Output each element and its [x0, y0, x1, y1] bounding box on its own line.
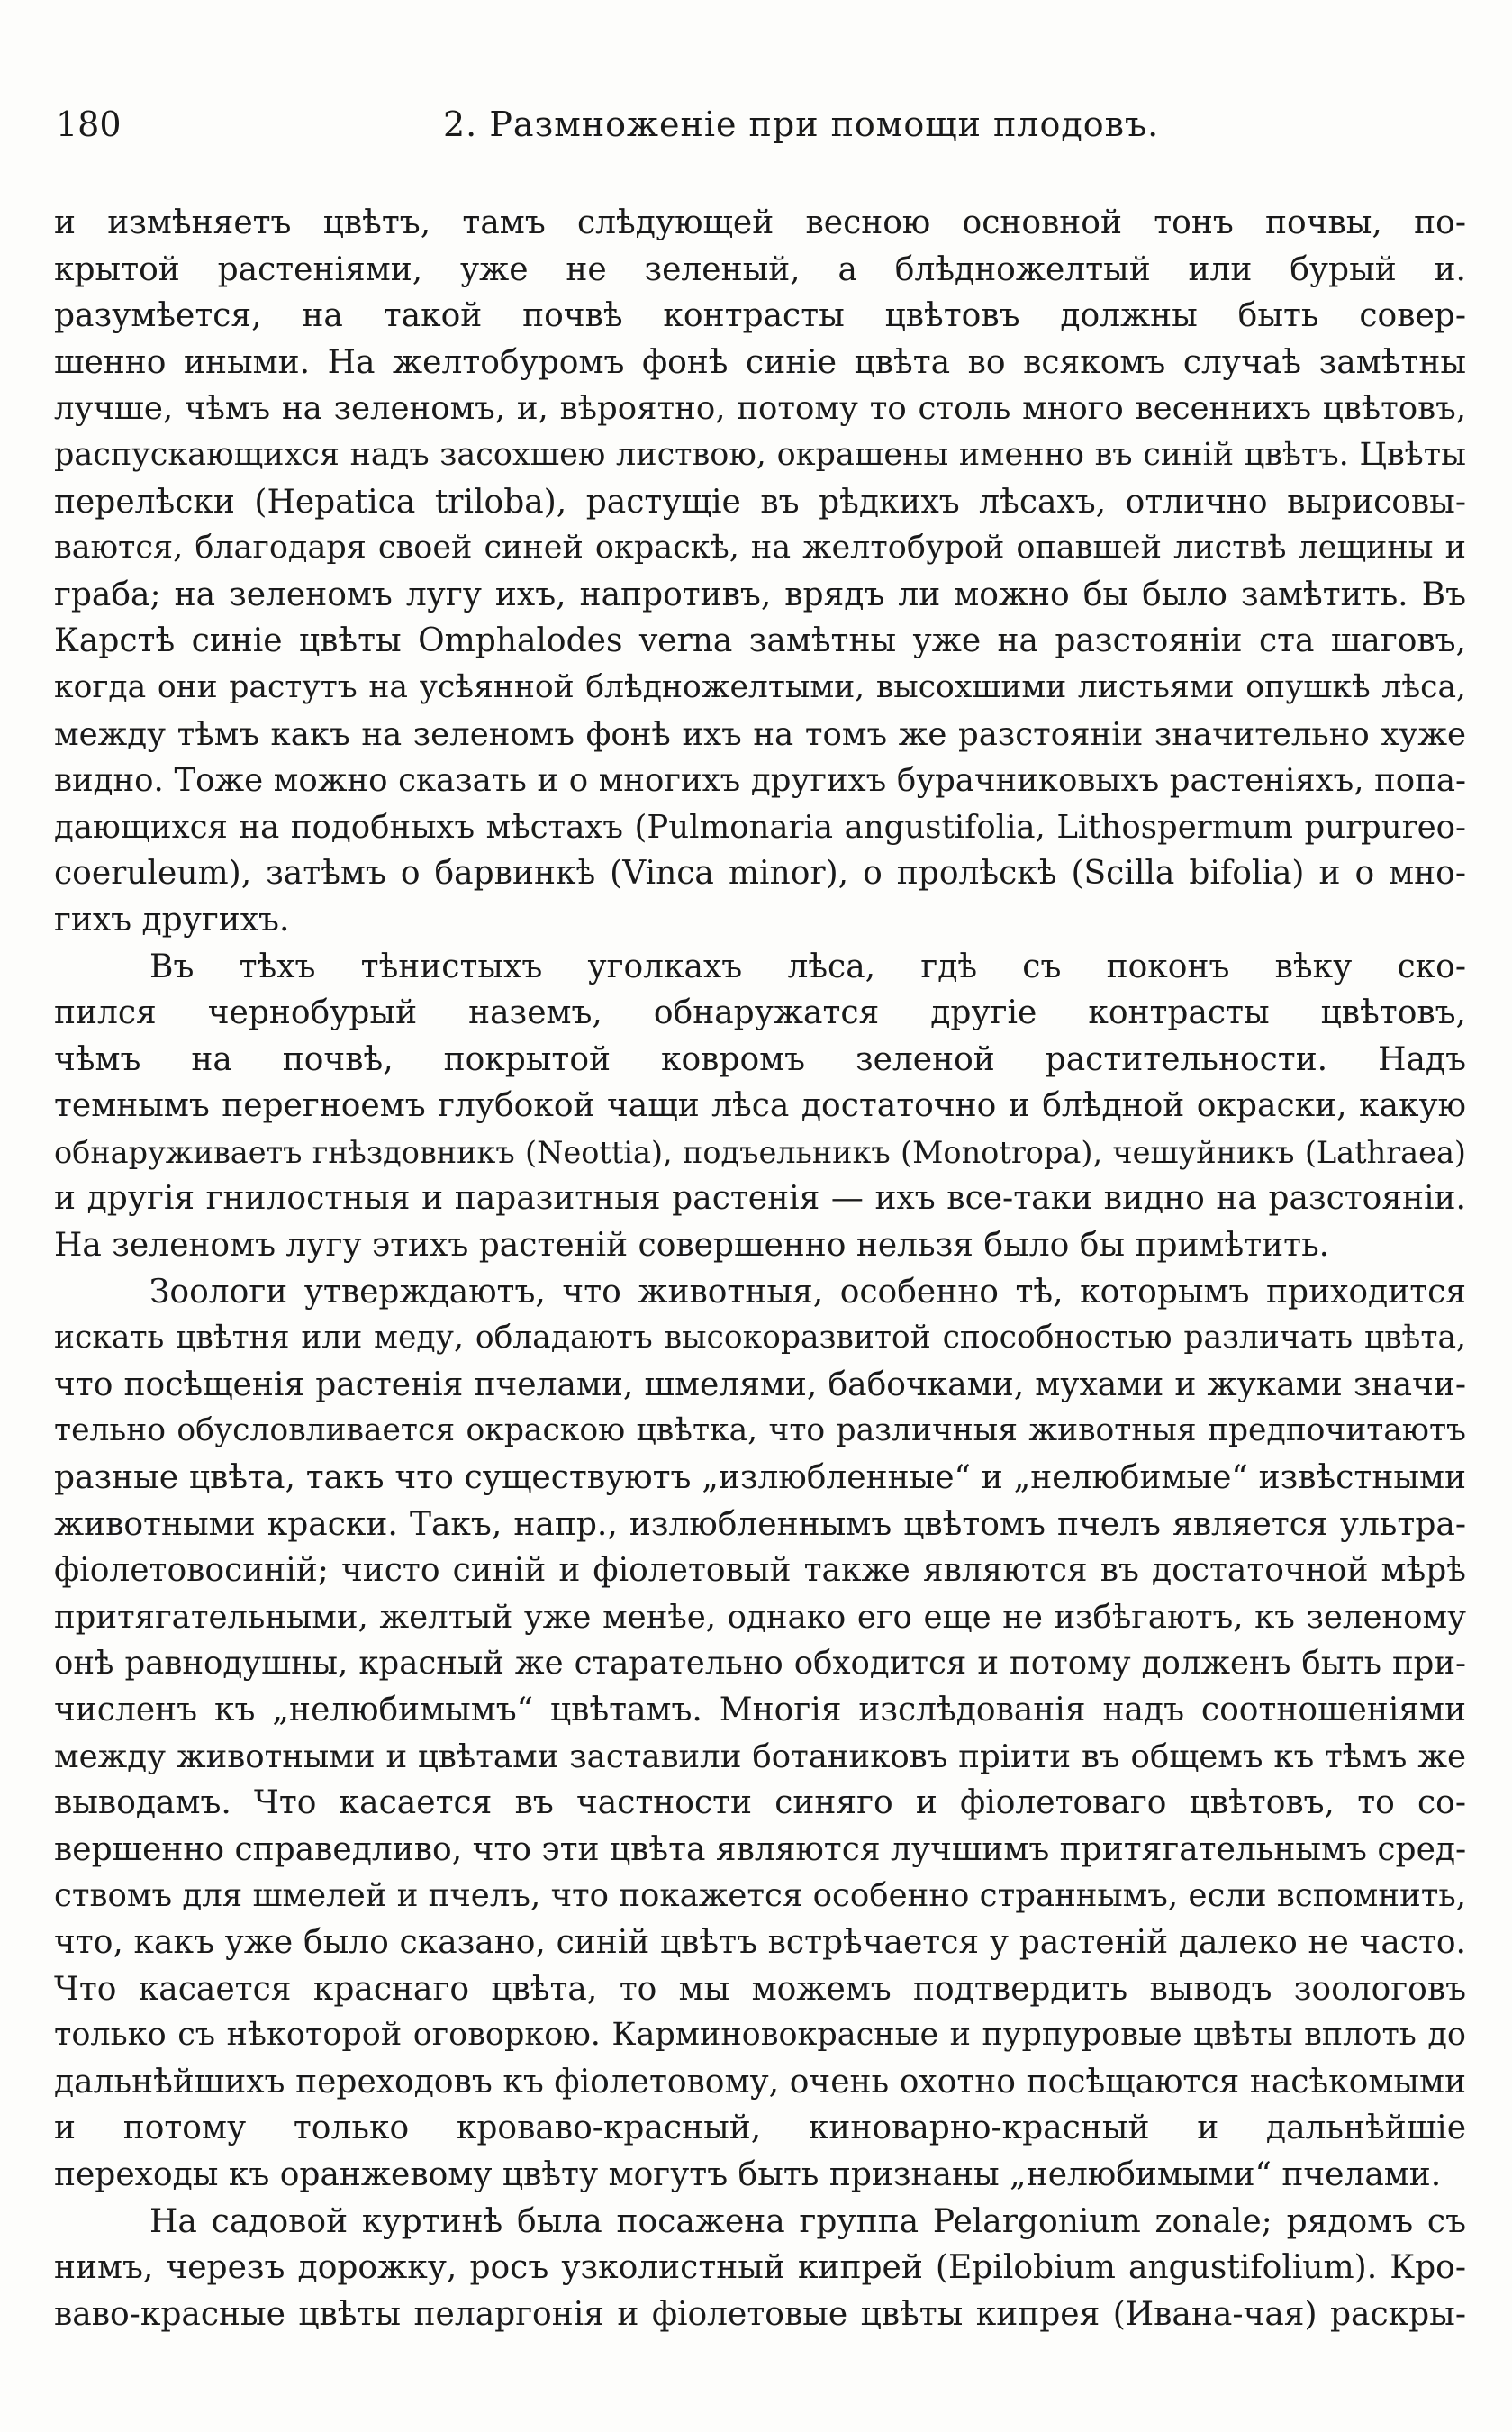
text-line: граба; на зеленомъ лугу ихъ, напротивъ, врядъ ли можно бы было замѣтить. Въ	[54, 576, 1466, 613]
text-line: чѣмъ на почвѣ, покрытой ковромъ зеленой растительности. Надъ	[54, 1040, 1466, 1078]
text-line: нимъ, черезъ дорожку, росъ узколистный кипрей (Epilobium angustifolium). Кро-	[54, 2249, 1466, 2287]
running-title: 2. Размноженіе при помощи плодовъ.	[443, 104, 1160, 144]
text-line: разумѣется, на такой почвѣ контрасты цвѣтовъ должны быть совер-	[54, 297, 1466, 335]
text-line: животными краски. Такъ, напр., излюбленнымъ цвѣтомъ пчелъ является ультра-	[54, 1505, 1466, 1543]
text-line: Что касается краснаго цвѣта, то мы можемъ подтвердить выводъ зоологовъ	[54, 1970, 1466, 2008]
text-line: вершенно справедливо, что эти цвѣта являются лучшимъ притягательнымъ сред-	[54, 1830, 1467, 1868]
page-number: 180	[56, 104, 122, 144]
text-line: и потому только кроваво-красный, киноварно-красный и дальнѣйшіе	[54, 2110, 1466, 2147]
text-line: искать цвѣтня или меду, обладаютъ высокоразвитой способностью различать цвѣта,	[54, 1320, 1466, 1357]
text-line: онѣ равнодушны, красный же старательно обходится и потому долженъ быть при-	[54, 1645, 1466, 1683]
text-line: притягательными, желтый уже менѣе, однако его еще не избѣгаютъ, къ зеленому	[54, 1598, 1466, 1636]
text-line: только съ нѣкоторой оговоркою. Карминовокрасные и пурпуровые цвѣты вплоть до	[54, 2017, 1466, 2054]
text-line: между тѣмъ какъ на зеленомъ фонѣ ихъ на томъ же разстояніи значительно хуже	[54, 715, 1466, 753]
text-line: выводамъ. Что касается въ частности синяго и фіолетоваго цвѣтовъ, то со-	[54, 1784, 1466, 1822]
text-line: фіолетовосиній; чисто синій и фіолетовый также являются въ достаточной мѣрѣ	[54, 1552, 1466, 1590]
text-line: Карстѣ синіе цвѣты Omphalodes verna замѣтны уже на разстояніи ста шаговъ,	[54, 622, 1466, 660]
text-line: между животными и цвѣтами заставили ботаниковъ пріити въ общемъ къ тѣмъ же	[54, 1738, 1466, 1775]
text-line: На садовой куртинѣ была посажена группа Pelargonium zonale; рядомъ съ	[149, 2202, 1466, 2240]
text-line: ваво-красные цвѣты пеларгонія и фіолетовые цвѣты кипрея (Ивана-чая) раскры-	[54, 2295, 1466, 2333]
page-header	[56, 97, 1461, 151]
text-line: дающихся на подобныхъ мѣстахъ (Pulmonaria angustifolia, Lithospermum purpureo-	[54, 808, 1466, 846]
text-line: перелѣски (Hepatica triloba), растущіе въ рѣдкихъ лѣсахъ, отлично вырисовы-	[54, 483, 1466, 521]
text-line: ваются, благодаря своей синей окраскѣ, на желтобурой опавшей листвѣ лещины и	[54, 530, 1466, 567]
text-line: ствомъ для шмелей и пчелъ, что покажется особенно страннымъ, если вспомнить,	[54, 1877, 1466, 1915]
text-line: пился чернобурый наземъ, обнаружатся другіе контрасты цвѣтовъ,	[54, 994, 1466, 1032]
text-line: На зеленомъ лугу этихъ растеній совершенно нельзя было бы примѣтить.	[54, 1227, 1330, 1265]
text-line: лучше, чѣмъ на зеленомъ, и, вѣроятно, потому то столь много весеннихъ цвѣтовъ,	[54, 390, 1466, 428]
text-line: разные цвѣта, такъ что существуютъ „излюбленные“ и „нелюбимые“ извѣстными	[54, 1459, 1466, 1497]
text-line: Зоологи утверждаютъ, что животныя, особенно тѣ, которымъ приходится	[149, 1273, 1466, 1311]
text-line: что, какъ уже было сказано, синій цвѣтъ встрѣчается у растеній далеко не часто.	[54, 1923, 1466, 1961]
text-line: численъ къ „нелюбимымъ“ цвѣтамъ. Многія изслѣдованія надъ соотношеніями	[54, 1692, 1466, 1729]
text-line: и измѣняетъ цвѣтъ, тамъ слѣдующей весною основной тонъ почвы, по-	[54, 204, 1466, 241]
text-line: когда они растутъ на усѣянной блѣдножелтыми, высохшими листьями опушкѣ лѣса,	[54, 668, 1466, 705]
text-line: обнаруживаетъ гнѣздовникъ (Neottia), подъельникъ (Monotropa), чешуйникъ (Lathraea)	[54, 1134, 1466, 1170]
text-line: и другія гнилостныя и паразитныя растенія — ихъ все-таки видно на разстояніи.	[54, 1180, 1466, 1218]
body-text	[54, 200, 1466, 2337]
text-line: темнымъ перегноемъ глубокой чащи лѣса достаточно и блѣдной окраски, какую	[54, 1087, 1466, 1125]
text-line: Въ тѣхъ тѣнистыхъ уголкахъ лѣса, гдѣ съ поконъ вѣку ско-	[149, 948, 1466, 985]
text-line: переходы къ оранжевому цвѣту могутъ быть признаны „нелюбимыми“ пчелами.	[54, 2155, 1442, 2193]
text-line: шенно иными. На желтобуромъ фонѣ синіе цвѣта во всякомъ случаѣ замѣтны	[54, 343, 1466, 381]
text-line: видно. Тоже можно сказать и о многихъ другихъ бурачниковыхъ растеніяхъ, попа-	[54, 762, 1466, 800]
text-line: крытой растеніями, уже не зеленый, а блѣдножелтый или бурый и.	[54, 250, 1466, 288]
text-line: что посѣщенія растенія пчелами, шмелями, бабочками, мухами и жуками значи-	[54, 1366, 1466, 1403]
text-line: тельно обусловливается окраскою цвѣтка, что различныя животныя предпочитаютъ	[54, 1412, 1466, 1449]
text-line: гихъ другихъ.	[54, 901, 290, 939]
text-line: дальнѣйшихъ переходовъ къ фіолетовому, очень охотно посѣщаются насѣкомыми	[54, 2063, 1466, 2101]
text-line: распускающихся надъ засохшею листвою, окрашены именно въ синій цвѣтъ. Цвѣты	[54, 436, 1466, 473]
text-line: coeruleum), затѣмъ о барвинкѣ (Vinca minor), о пролѣскѣ (Scilla bifolia) и о мно-	[54, 855, 1466, 893]
